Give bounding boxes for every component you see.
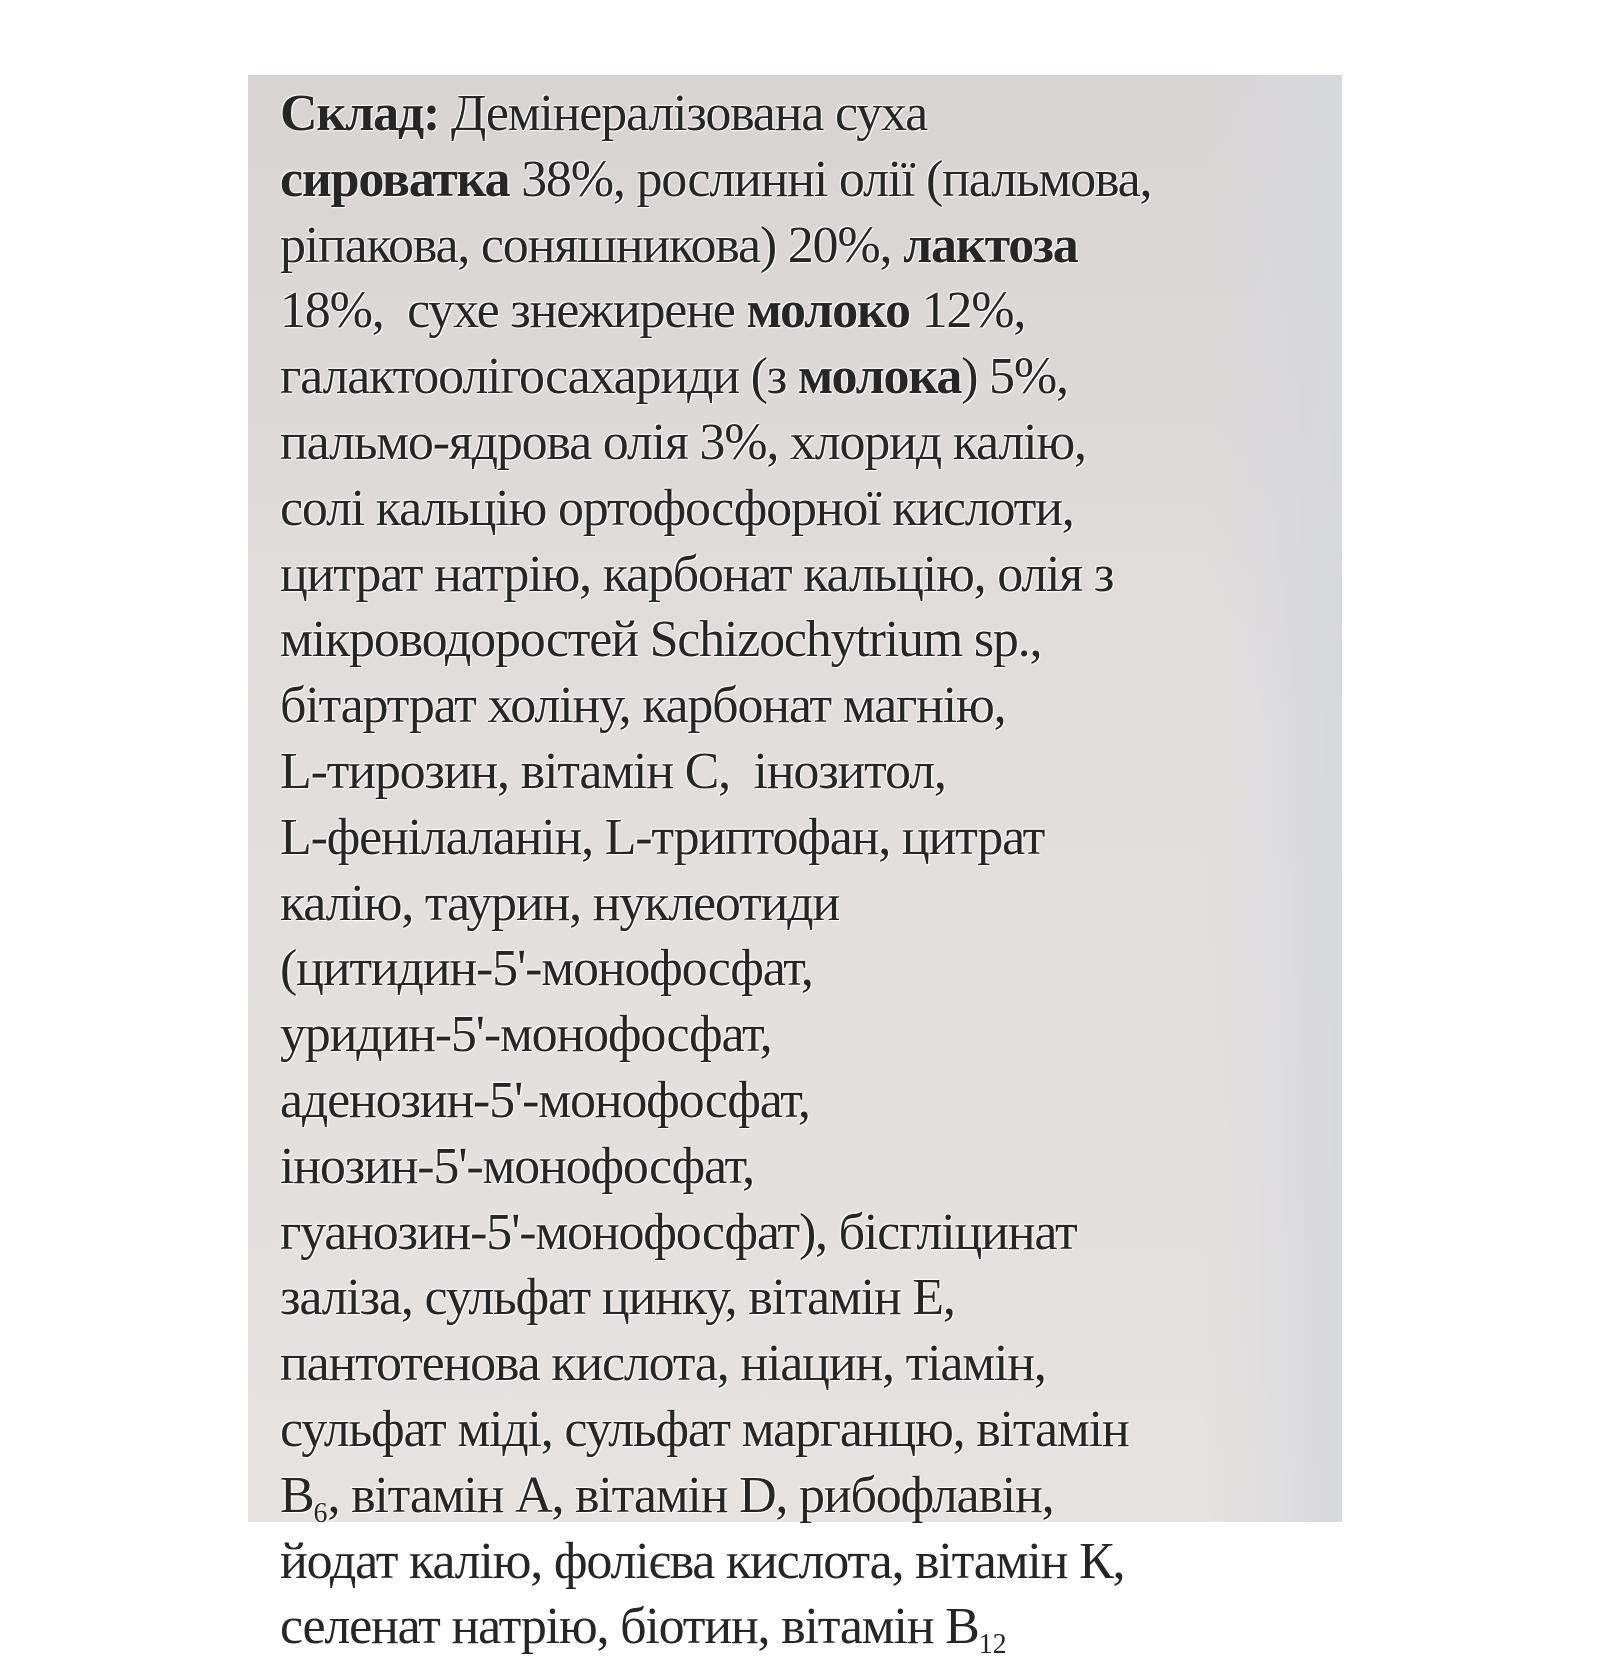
ingredients-line xyxy=(280,1134,1340,1200)
ingredients-text xyxy=(280,81,1340,1660)
ingredient-text: аденозин-5'-монофосфат, xyxy=(280,1071,810,1129)
ingredients-line xyxy=(280,542,1340,608)
allergen-text: молока xyxy=(797,348,962,406)
ingredient-text: мікроводоростей Schizochytrium sp., xyxy=(280,611,1042,669)
ingredient-text: калію, таурин, нуклеотиди xyxy=(280,874,839,932)
ingredient-text: цитрат натрію, карбонат кальцію, олія з xyxy=(280,545,1114,603)
allergen-text: сироватка xyxy=(280,150,510,208)
subscript-text: 6 xyxy=(313,1497,328,1529)
ingredients-line xyxy=(280,1002,1340,1068)
ingredients-line xyxy=(280,805,1340,871)
ingredients-line xyxy=(280,81,1340,147)
allergen-text: Склад: xyxy=(280,85,440,142)
ingredient-text: L-фенілаланін, L-триптофан, цитрат xyxy=(280,808,1045,866)
allergen-text: лактоза xyxy=(903,216,1078,274)
ingredient-text: пальмо-ядрова олія 3%, хлорид калію, xyxy=(280,413,1086,471)
allergen-text: молоко xyxy=(746,282,910,340)
ingredient-text: сульфат міді, сульфат марганцю, вітамін xyxy=(280,1400,1129,1458)
ingredients-line xyxy=(280,1200,1340,1266)
ingredients-line xyxy=(280,607,1340,673)
ingredients-line xyxy=(280,1463,1340,1529)
ingredient-text: 12%, xyxy=(909,282,1026,340)
ingredient-text: пантотенова кислота, ніацин, тіамін, xyxy=(280,1335,1046,1393)
ingredient-text: Демінералізована суха xyxy=(439,85,927,142)
ingredient-text: солі кальцію ортофосфорної кислоти, xyxy=(280,479,1074,537)
ingredients-line xyxy=(280,1594,1340,1660)
ingredient-text: L-тирозин, вітамін С, інозитол, xyxy=(280,742,946,800)
ingredient-text: селенат натрію, біотин, вітамін В xyxy=(280,1598,979,1656)
ingredient-text: галактоолігосахариди (з xyxy=(280,348,798,406)
ingredient-text: 18%, сухе знежирене xyxy=(280,282,747,340)
ingredients-line xyxy=(280,871,1340,937)
ingredient-text: заліза, сульфат цинку, вітамін Е, xyxy=(280,1269,955,1327)
ingredients-line xyxy=(280,344,1340,410)
ingredients-line xyxy=(280,936,1340,1002)
ingredients-line xyxy=(280,476,1340,542)
ingredients-line xyxy=(280,278,1340,344)
subscript-text: 12 xyxy=(978,1629,1007,1661)
ingredient-text: В xyxy=(280,1466,314,1524)
ingredients-line xyxy=(280,147,1340,213)
ingredient-text: бітартрат холіну, карбонат магнію, xyxy=(280,677,1006,735)
ingredient-text: ) 5%, xyxy=(961,348,1068,406)
ingredients-line xyxy=(280,1529,1340,1595)
ingredient-text: 38%, рослинні олії (пальмова, xyxy=(509,150,1152,208)
ingredients-line xyxy=(280,1331,1340,1397)
ingredients-line xyxy=(280,1397,1340,1463)
ingredients-line xyxy=(280,213,1340,279)
ingredients-line xyxy=(280,1265,1340,1331)
ingredients-line xyxy=(280,673,1340,739)
ingredient-text: інозин-5'-монофосфат, xyxy=(280,1137,754,1195)
ingredients-line xyxy=(280,1068,1340,1134)
ingredient-text: , вітамін А, вітамін D, рибофлавін, xyxy=(327,1466,1054,1524)
ingredient-text: уридин-5'-монофосфат, xyxy=(280,1006,772,1064)
ingredients-label xyxy=(248,75,1342,1661)
ingredient-text: йодат калію, фолієва кислота, вітамін К, xyxy=(280,1532,1125,1590)
ingredients-line xyxy=(280,739,1340,805)
ingredient-text: гуанозин-5'-монофосфат), бісгліцинат xyxy=(280,1203,1077,1261)
ingredients-line xyxy=(280,410,1340,476)
ingredient-text: ріпакова, соняшникова) 20%, xyxy=(280,216,904,274)
ingredient-text: (цитидин-5'-монофосфат, xyxy=(280,940,813,998)
